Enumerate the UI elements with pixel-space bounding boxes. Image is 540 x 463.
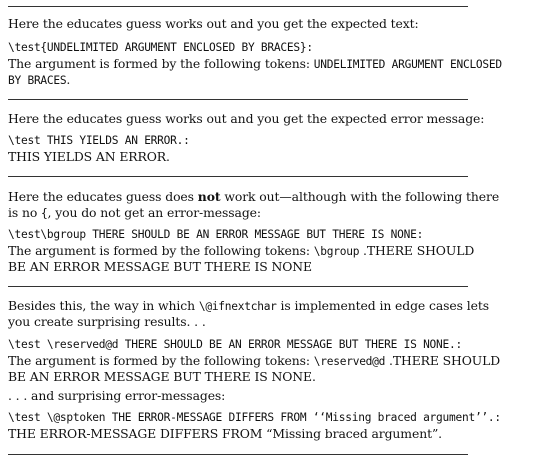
block3-output-prefix: The argument is formed by the following tokens: (8, 243, 314, 258)
block4-output-line1 (8, 353, 500, 370)
block4-intro-c: is implemented in edge cases lets (276, 298, 489, 313)
block3-output-token: \bgroup (313, 245, 360, 258)
block3-output-line2: BE AN ERROR MESSAGE BUT THERE IS NONE (8, 259, 312, 274)
block1-intro: Here the educates guess works out and you get the expected text: (8, 16, 419, 31)
block1-code: \test{UNDELIMITED ARGUMENT ENCLOSED BY BRACES}: (8, 41, 313, 54)
block4-intro-a: Besides this, the way in which (8, 298, 199, 313)
block2-code: \test THIS YIELDS AN ERROR.: (8, 134, 190, 147)
block4-intro-macro: \@ifnextchar (198, 300, 277, 313)
block4-code2: \test \@sptoken THE ERROR-MESSAGE DIFFERS FROM ‘‘Missing braced argument’’.: (8, 411, 501, 424)
horizontal-rule (8, 6, 468, 7)
block4-intro-line2: you create surprising results. . . (8, 314, 206, 329)
block1-output-line1 (8, 56, 502, 73)
block3-intro-bold: not (197, 189, 221, 204)
horizontal-rule (8, 454, 468, 455)
block1-output-prefix: The argument is formed by the following tokens: (8, 56, 314, 71)
block3-code: \test\bgroup THERE SHOULD BE AN ERROR MESSAGE BUT THERE IS NONE: (8, 228, 424, 241)
block2-intro: Here the educates guess works out and you get the expected error message: (8, 111, 485, 126)
block1-output-tokens: UNDELIMITED ARGUMENT ENCLOSED (313, 58, 502, 71)
block4-output-suffix: .THERE SHOULD (385, 353, 501, 368)
block2-output: THIS YIELDS AN ERROR. (8, 149, 170, 164)
block3-intro2-a: is no (8, 205, 42, 220)
block1-output-suffix: . (66, 72, 71, 87)
block3-intro2-c: , you do not get an error-message: (47, 205, 261, 220)
block4-code: \test \reserved@d THERE SHOULD BE AN ERROR MESSAGE BUT THERE IS NONE.: (8, 338, 462, 351)
block1-output-line2 (8, 72, 70, 89)
block3-output-suffix: .THERE SHOULD (359, 243, 475, 258)
block4-intro-line1 (8, 298, 489, 315)
block3-intro-c: work out—although with the following there (220, 189, 500, 204)
horizontal-rule (8, 99, 468, 100)
block4-output-line3: THE ERROR-MESSAGE DIFFERS FROM “Missing braced argument”. (8, 426, 443, 441)
block4-output-line2: BE AN ERROR MESSAGE BUT THERE IS NONE. (8, 369, 316, 384)
block3-intro2-brace: { (41, 207, 48, 220)
block4-output-token: \reserved@d (313, 355, 386, 368)
block3-intro-line2 (8, 205, 261, 222)
block3-intro-a: Here the educates guess does (8, 189, 198, 204)
block3-output-line1 (8, 243, 474, 260)
horizontal-rule (8, 286, 468, 287)
block1-output-tokens-cont: BY BRACES (8, 74, 67, 87)
block3-intro-line1 (8, 189, 499, 205)
horizontal-rule (8, 176, 468, 177)
block4-output-prefix: The argument is formed by the following tokens: (8, 353, 314, 368)
block4-intro-line3: . . . and surprising error-messages: (8, 388, 226, 403)
